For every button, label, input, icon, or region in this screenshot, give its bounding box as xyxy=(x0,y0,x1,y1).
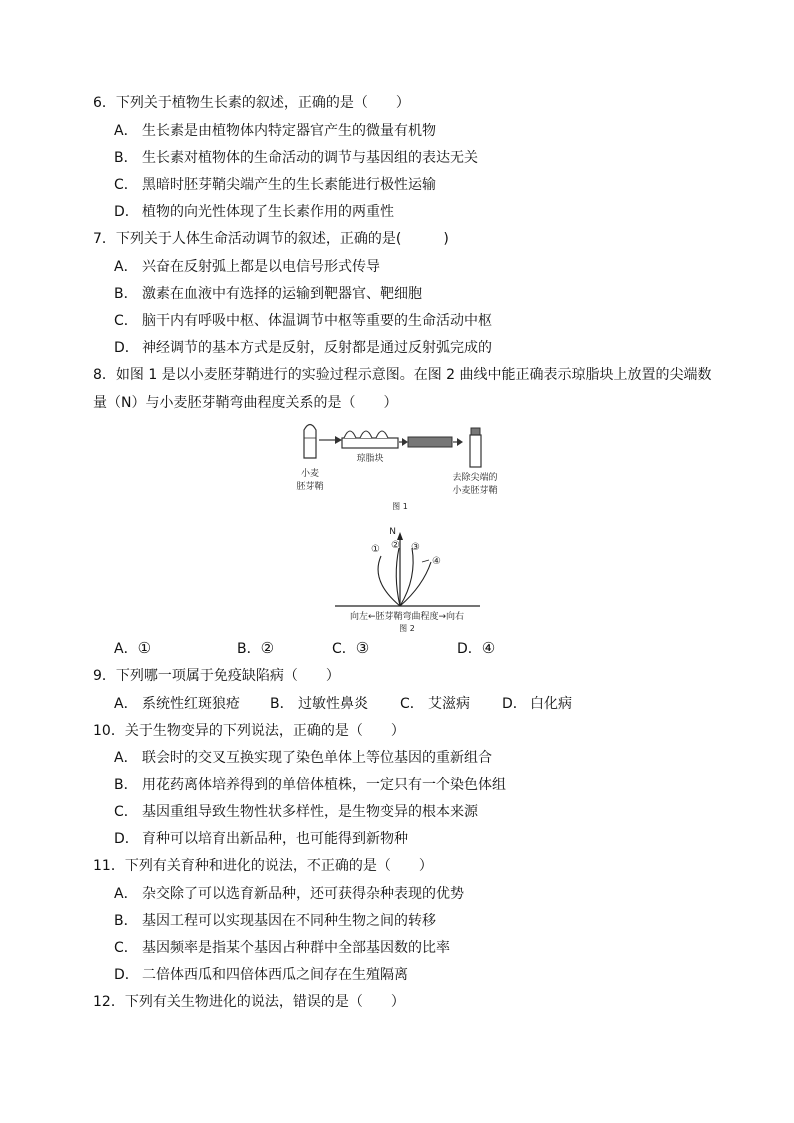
question-7-option-c xyxy=(114,311,492,331)
label-decapitated: 去除尖端的 xyxy=(452,473,498,483)
option-text: 生长素是由植物体内特定器官产生的微量有机物 xyxy=(142,123,436,139)
question-10-option-a xyxy=(114,748,492,768)
x-axis-label: 向左←胚芽鞘弯曲程度→向右 xyxy=(349,612,465,622)
option-letter: B． xyxy=(114,913,138,929)
option-letter: C． xyxy=(400,696,424,712)
question-9-option-c xyxy=(400,694,470,714)
question-11-option-d xyxy=(114,965,408,985)
option-letter: C． xyxy=(332,641,356,657)
arrow-head-3 xyxy=(457,438,463,446)
question-6-option-a xyxy=(114,121,436,141)
figure-1-caption: 图 1 xyxy=(392,502,408,511)
curve-label-1: ① xyxy=(371,544,380,555)
question-9-option-a xyxy=(114,694,240,714)
decapitated-coleoptile-shape xyxy=(470,435,481,467)
option-text: 二倍体西瓜和四倍体西瓜之间存在生殖隔离 xyxy=(142,967,408,983)
option-text: 脑干内有呼吸中枢、体温调节中枢等重要的生命活动中枢 xyxy=(142,313,492,329)
label-agar-block: 琼脂块 xyxy=(356,454,384,464)
option-text: 激素在血液中有选择的运输到靶器官、靶细胞 xyxy=(142,286,422,302)
question-8-option-a xyxy=(114,638,151,659)
question-7-option-b xyxy=(114,284,422,304)
option-text: 兴奋在反射弧上都是以电信号形式传导 xyxy=(142,259,380,275)
curve-label-3: ③ xyxy=(411,542,420,553)
option-text: 系统性红斑狼疮 xyxy=(142,696,240,712)
arrow-head-1 xyxy=(335,436,342,444)
option-text: 育种可以培育出新品种，也可能得到新物种 xyxy=(142,831,408,847)
option-text: 黑暗时胚芽鞘尖端产生的生长素能进行极性运输 xyxy=(142,177,436,193)
option-text: 生长素对植物体的生命活动的调节与基因组的表达无关 xyxy=(142,150,478,166)
option-letter: D． xyxy=(114,204,139,220)
option-text: 基因频率是指某个基因占种群中全部基因数的比率 xyxy=(142,940,450,956)
option-text: 基因重组导致生物性状多样性，是生物变异的根本来源 xyxy=(142,804,478,820)
agar-block-shape xyxy=(342,438,398,448)
option-text: 神经调节的基本方式是反射，反射都是通过反射弧完成的 xyxy=(142,340,492,356)
small-agar-block-shape xyxy=(471,428,480,435)
question-6-option-c xyxy=(114,175,436,195)
option-text: 过敏性鼻炎 xyxy=(298,696,368,712)
option-text: 白化病 xyxy=(530,696,572,712)
coleoptile-tip-shape xyxy=(360,431,372,438)
question-7-stem: 7．下列关于人体生命活动调节的叙述，正确的是( ) xyxy=(93,231,449,247)
question-11-option-b xyxy=(114,911,436,931)
question-6-option-b xyxy=(114,148,478,168)
label-wheat-coleoptile: 小麦胚芽鞘 xyxy=(452,486,498,496)
curve-4-leader-line xyxy=(422,560,429,562)
option-letter: C． xyxy=(114,940,138,956)
figure-2-graph xyxy=(315,526,505,634)
y-axis-arrow xyxy=(397,532,403,540)
option-text: 艾滋病 xyxy=(428,696,470,712)
option-text: 基因工程可以实现基因在不同种生物之间的转移 xyxy=(142,913,436,929)
option-text: ③ xyxy=(355,639,370,657)
option-letter: A． xyxy=(114,750,138,766)
question-11-option-c xyxy=(114,938,450,958)
option-letter: B． xyxy=(114,150,138,166)
option-text: ① xyxy=(137,639,152,657)
option-text: 植物的向光性体现了生长素作用的两重性 xyxy=(142,204,394,220)
question-10-option-b xyxy=(114,775,506,795)
option-letter: C． xyxy=(114,177,138,193)
question-10-option-c xyxy=(114,802,478,822)
question-7-option-a xyxy=(114,257,380,277)
figure-2-caption: 图 2 xyxy=(399,624,415,633)
option-letter: C． xyxy=(114,313,138,329)
option-letter: D． xyxy=(114,340,139,356)
question-12-stem: 12．下列有关生物进化的说法，错误的是（ ） xyxy=(93,994,405,1010)
question-8-option-d xyxy=(457,638,495,659)
y-axis-label: N xyxy=(389,527,396,537)
curve-3 xyxy=(400,548,413,606)
option-letter: B． xyxy=(114,286,138,302)
option-letter: B． xyxy=(270,696,294,712)
coleoptile-intact-shape xyxy=(304,425,316,459)
question-10-stem: 10．关于生物变异的下列说法，正确的是（ ） xyxy=(93,723,405,739)
arrow-head-2 xyxy=(402,438,408,446)
label-wheat: 小麦 xyxy=(300,469,320,479)
option-text: 联会时的交叉互换实现了染色单体上等位基因的重新组合 xyxy=(142,750,492,766)
option-letter: D． xyxy=(457,641,482,657)
agar-block-with-auxin-shape xyxy=(408,437,452,447)
question-8-stem-line-2: 量（N）与小麦胚芽鞘弯曲程度关系的是（ ） xyxy=(93,395,398,411)
question-10-option-d xyxy=(114,829,408,849)
question-8-stem-line-1: 8．如图 1 是以小麦胚芽鞘进行的实验过程示意图。在图 2 曲线中能正确表示琼脂块上放置的尖端数 xyxy=(93,367,712,383)
option-letter: A． xyxy=(114,259,138,275)
question-8-option-b xyxy=(237,638,274,659)
option-letter: C． xyxy=(114,804,138,820)
option-letter: B． xyxy=(237,641,261,657)
curve-4 xyxy=(400,562,431,606)
option-letter: A． xyxy=(114,886,138,902)
curve-label-4: ④ xyxy=(432,556,441,567)
question-6-option-d xyxy=(114,202,394,222)
option-letter: A． xyxy=(114,641,138,657)
option-letter: D． xyxy=(114,967,139,983)
question-6-stem: 6．下列关于植物生长素的叙述，正确的是（ ） xyxy=(93,95,410,111)
question-7-option-d xyxy=(114,338,492,358)
question-8-option-c xyxy=(332,638,369,659)
option-text: ② xyxy=(260,639,275,657)
option-letter: B． xyxy=(114,777,138,793)
question-9-option-d xyxy=(502,694,572,714)
question-11-stem: 11．下列有关育种和进化的说法，不正确的是（ ） xyxy=(93,858,433,874)
option-letter: A． xyxy=(114,123,138,139)
option-text: 用花药离体培养得到的单倍体植株，一定只有一个染色体组 xyxy=(142,777,506,793)
option-letter: A． xyxy=(114,696,138,712)
question-9-stem: 9．下列哪一项属于免疫缺陷病（ ） xyxy=(93,668,340,684)
coleoptile-tip-shape xyxy=(344,431,356,438)
question-11-option-a xyxy=(114,884,464,904)
option-letter: D． xyxy=(114,831,139,847)
option-letter: D． xyxy=(502,696,527,712)
coleoptile-tip-shape xyxy=(376,431,388,438)
option-text: ④ xyxy=(481,639,496,657)
curve-label-2: ② xyxy=(391,540,400,551)
option-text: 杂交除了可以选育新品种，还可获得杂种表现的优势 xyxy=(142,886,464,902)
question-9-option-b xyxy=(270,694,368,714)
figure-1-diagram xyxy=(290,420,520,515)
label-coleoptile: 胚芽鞘 xyxy=(296,482,324,492)
